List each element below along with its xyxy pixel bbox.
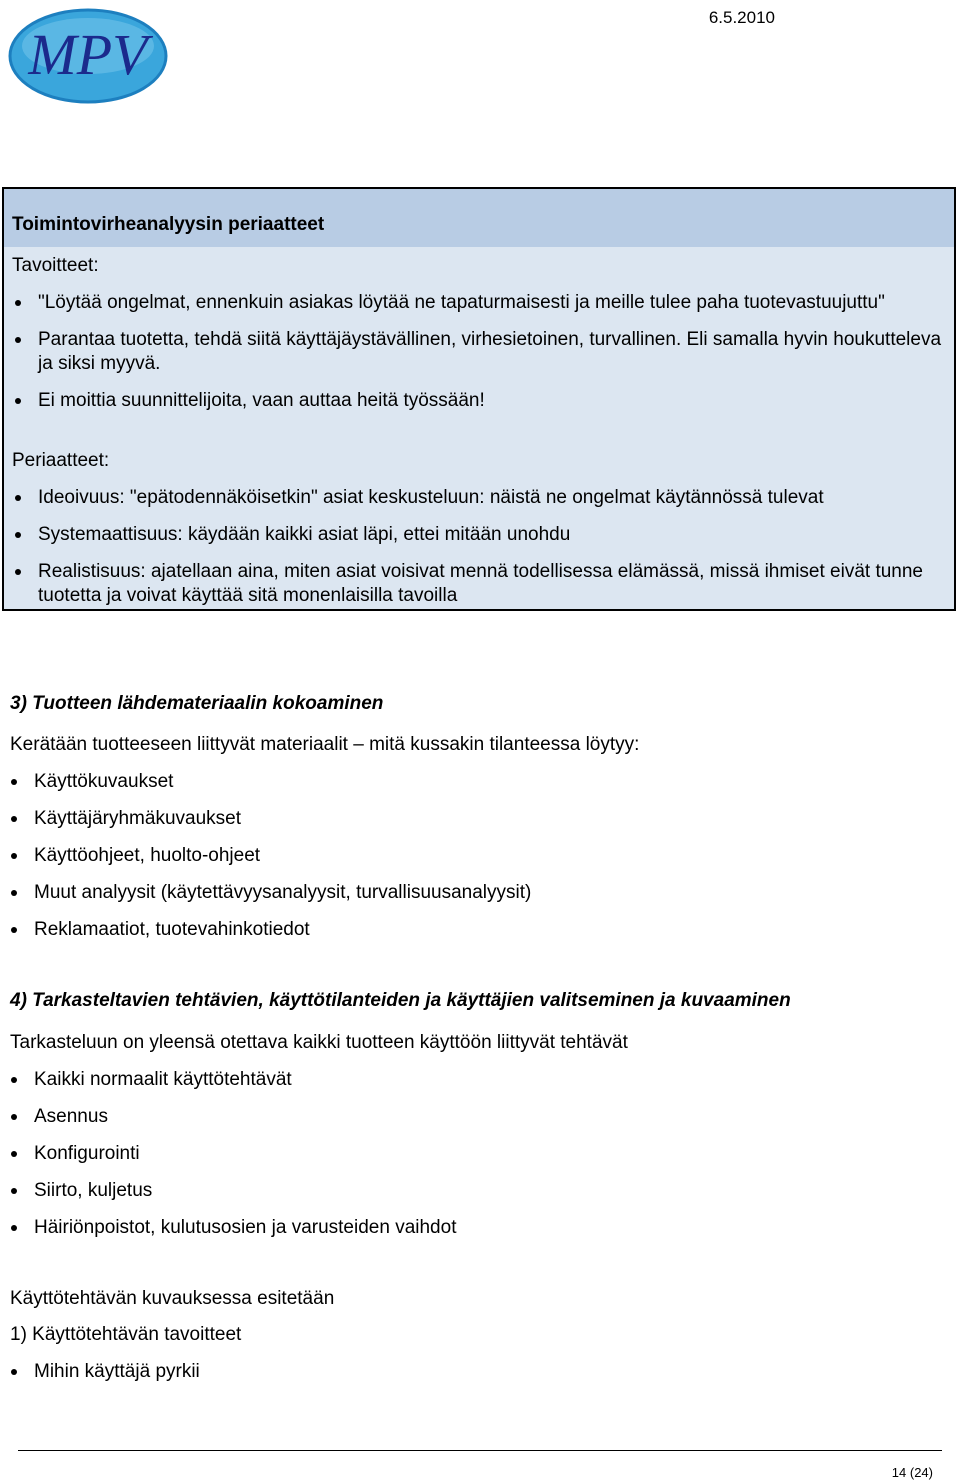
section5-intro: Käyttötehtävän kuvauksessa esitetään xyxy=(10,1288,335,1309)
box-title: Toimintovirheanalyysin periaatteet xyxy=(4,189,954,247)
mpv-logo xyxy=(6,6,170,106)
goals-label: Tavoitteet: xyxy=(12,255,99,276)
section4-heading: 4) Tarkasteltavien tehtävien, käyttötilanteiden ja käyttäjien valitseminen ja kuvaaminen xyxy=(10,990,791,1011)
list-item: Reklamaatiot, tuotevahinkotiedot xyxy=(0,918,960,942)
list-item: Ei moittia suunnittelijoita, vaan auttaa heitä työssään! xyxy=(4,389,954,413)
list-item: Mihin käyttäjä pyrkii xyxy=(0,1360,960,1384)
section5-sub: 1) Käyttötehtävän tavoitteet xyxy=(10,1324,242,1345)
list-item: Käyttäjäryhmäkuvaukset xyxy=(0,807,960,831)
logo-text: MPV xyxy=(28,22,148,87)
section4-list xyxy=(0,1068,960,1240)
list-item: Parantaa tuotetta, tehdä siitä käyttäjäystävällinen, virhesietoinen, turvallinen. Eli samalla hyvin houkutteleva ja siksi myyvä. xyxy=(4,328,954,376)
principles-label: Periaatteet: xyxy=(12,450,110,471)
section3-intro: Kerätään tuotteeseen liittyvät materiaalit – mitä kussakin tilanteessa löytyy: xyxy=(10,734,640,755)
list-item: Häiriönpoistot, kulutusosien ja varusteiden vaihdot xyxy=(0,1216,960,1240)
section5-list xyxy=(0,1360,960,1384)
list-item: "Löytää ongelmat, ennenkuin asiakas löytää ne tapaturmaisesti ja meille tulee paha tuotevastuujuttu" xyxy=(4,291,954,315)
principles-box xyxy=(2,187,956,611)
list-item: Kaikki normaalit käyttötehtävät xyxy=(0,1068,960,1092)
goals-list xyxy=(4,291,954,413)
list-item: Muut analyysit (käytettävyysanalyysit, turvallisuusanalyysit) xyxy=(0,881,960,905)
principles-list xyxy=(4,486,954,608)
list-item: Käyttökuvaukset xyxy=(0,770,960,794)
page-number: 14 (24) xyxy=(891,1465,933,1480)
list-item: Siirto, kuljetus xyxy=(0,1179,960,1203)
footer-divider xyxy=(18,1450,942,1451)
list-item: Konfigurointi xyxy=(0,1142,960,1166)
list-item: Ideoivuus: "epätodennäköisetkin" asiat keskusteluun: näistä ne ongelmat käytännössä tulevat xyxy=(4,486,954,510)
list-item: Asennus xyxy=(0,1105,960,1129)
section3-list xyxy=(0,770,960,942)
document-date: 6.5.2010 xyxy=(708,8,775,27)
section3-heading: 3) Tuotteen lähdemateriaalin kokoaminen xyxy=(10,693,384,714)
section4-intro: Tarkasteluun on yleensä otettava kaikki tuotteen käyttöön liittyvät tehtävät xyxy=(10,1032,628,1053)
list-item: Käyttöohjeet, huolto-ohjeet xyxy=(0,844,960,868)
list-item: Realistisuus: ajatellaan aina, miten asiat voisivat mennä todellisessa elämässä, missä ihmiset eivät tunne tuotetta ja voivat käyttää sitä monenlaisilla tavoilla xyxy=(4,560,954,608)
list-item: Systemaattisuus: käydään kaikki asiat läpi, ettei mitään unohdu xyxy=(4,523,954,547)
